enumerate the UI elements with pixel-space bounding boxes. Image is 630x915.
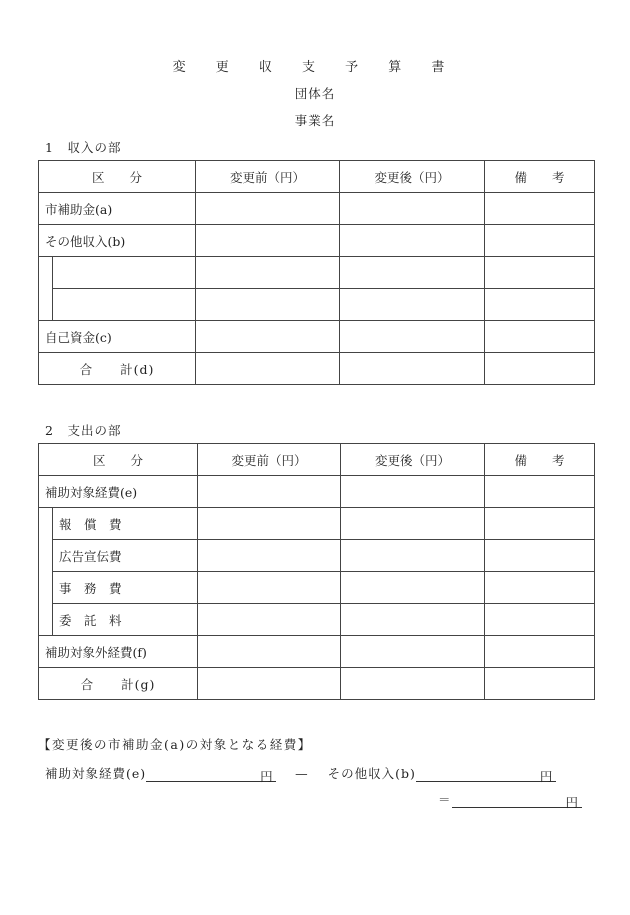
cell-before[interactable] xyxy=(198,540,341,572)
cell-after[interactable] xyxy=(341,540,485,572)
formula-minus: — xyxy=(295,766,309,781)
row-label-other-income: その他収入(b) xyxy=(39,225,196,257)
cell-after[interactable] xyxy=(340,321,485,353)
row-label-non-eligible: 補助対象外経費(f) xyxy=(39,636,198,668)
cell-remarks[interactable] xyxy=(485,508,595,540)
cell-remarks[interactable] xyxy=(485,604,595,636)
table-row xyxy=(39,508,595,540)
cell-remarks[interactable] xyxy=(485,321,595,353)
formula-equals: ＝ xyxy=(438,792,452,807)
formula-eligible-label: 補助対象経費(e) xyxy=(45,766,147,781)
cell-remarks[interactable] xyxy=(485,225,595,257)
cell-after[interactable] xyxy=(340,193,485,225)
cell-before[interactable] xyxy=(198,508,341,540)
cell-before[interactable] xyxy=(196,353,340,385)
cell-after[interactable] xyxy=(341,508,485,540)
indent-cell xyxy=(39,604,53,636)
cell-remarks[interactable] xyxy=(485,289,595,321)
cell-before[interactable] xyxy=(198,636,341,668)
row-label-own-funds: 自己資金(c) xyxy=(39,321,196,353)
table-row xyxy=(39,604,595,636)
formula-line xyxy=(45,764,556,782)
cell-remarks[interactable] xyxy=(485,572,595,604)
table-row xyxy=(39,225,595,257)
header-category: 区 分 xyxy=(39,161,196,193)
table-row xyxy=(39,572,595,604)
header-after: 変更後（円） xyxy=(340,161,485,193)
sub-item-cell[interactable] xyxy=(53,289,196,321)
indent-cell xyxy=(39,508,53,540)
cell-remarks[interactable] xyxy=(485,540,595,572)
result-yen: 円 xyxy=(566,793,582,808)
indent-cell xyxy=(39,572,53,604)
income-heading: 1 収入の部 xyxy=(45,140,122,155)
formula-other-income-label: その他収入(b) xyxy=(327,766,416,781)
cell-before[interactable] xyxy=(196,321,340,353)
row-label-city-subsidy: 市補助金(a) xyxy=(39,193,196,225)
cell-before[interactable] xyxy=(196,257,340,289)
cell-before[interactable] xyxy=(196,225,340,257)
header-category: 区 分 xyxy=(39,444,198,476)
table-row xyxy=(39,289,595,321)
formula-result-line xyxy=(438,790,582,808)
table-row xyxy=(39,636,595,668)
cell-before[interactable] xyxy=(198,668,341,700)
row-label-eligible-expenses: 補助対象経費(e) xyxy=(39,476,198,508)
result-amount-field[interactable] xyxy=(452,793,566,808)
row-label-office: 事 務 費 xyxy=(53,572,198,604)
other-income-amount-field[interactable] xyxy=(416,767,540,782)
document-title: 変 更 収 支 予 算 書 xyxy=(172,60,458,75)
table-row xyxy=(39,540,595,572)
eligible-amount-field[interactable] xyxy=(146,767,260,782)
cell-before[interactable] xyxy=(196,193,340,225)
expense-table xyxy=(38,443,595,700)
cell-after[interactable] xyxy=(340,353,485,385)
cell-remarks[interactable] xyxy=(485,193,595,225)
header-remarks: 備 考 xyxy=(485,161,595,193)
cell-remarks[interactable] xyxy=(485,476,595,508)
header-before: 変更前（円） xyxy=(196,161,340,193)
header-after: 変更後（円） xyxy=(341,444,485,476)
organization-label: 団体名 xyxy=(294,86,336,101)
other-income-yen: 円 xyxy=(540,767,556,782)
cell-after[interactable] xyxy=(341,572,485,604)
cell-after[interactable] xyxy=(341,636,485,668)
cell-after[interactable] xyxy=(340,257,485,289)
row-label-advertising: 広告宣伝費 xyxy=(53,540,198,572)
formula-title: 【変更後の市補助金(a)の対象となる経費】 xyxy=(38,737,312,752)
row-label-income-total: 合 計(d) xyxy=(39,353,196,385)
table-header-row xyxy=(39,444,595,476)
cell-remarks[interactable] xyxy=(485,353,595,385)
indent-cell xyxy=(39,540,53,572)
cell-after[interactable] xyxy=(340,225,485,257)
table-row xyxy=(39,193,595,225)
income-table xyxy=(38,160,595,385)
cell-before[interactable] xyxy=(198,572,341,604)
table-row xyxy=(39,321,595,353)
cell-after[interactable] xyxy=(341,476,485,508)
cell-after[interactable] xyxy=(341,668,485,700)
row-label-outsourcing: 委 託 料 xyxy=(53,604,198,636)
row-label-remuneration: 報 償 費 xyxy=(53,508,198,540)
cell-remarks[interactable] xyxy=(485,257,595,289)
header-before: 変更前（円） xyxy=(198,444,341,476)
eligible-yen: 円 xyxy=(260,767,276,782)
indent-cell xyxy=(39,257,53,289)
cell-before[interactable] xyxy=(198,476,341,508)
cell-before[interactable] xyxy=(196,289,340,321)
table-row xyxy=(39,476,595,508)
table-row xyxy=(39,668,595,700)
cell-after[interactable] xyxy=(340,289,485,321)
table-row xyxy=(39,353,595,385)
project-label: 事業名 xyxy=(294,113,336,128)
table-header-row xyxy=(39,161,595,193)
cell-remarks[interactable] xyxy=(485,668,595,700)
expense-heading: 2 支出の部 xyxy=(45,423,122,438)
sub-item-cell[interactable] xyxy=(53,257,196,289)
cell-after[interactable] xyxy=(341,604,485,636)
row-label-expense-total: 合 計(g) xyxy=(39,668,198,700)
table-row xyxy=(39,257,595,289)
cell-remarks[interactable] xyxy=(485,636,595,668)
cell-before[interactable] xyxy=(198,604,341,636)
header-remarks: 備 考 xyxy=(485,444,595,476)
indent-cell xyxy=(39,289,53,321)
